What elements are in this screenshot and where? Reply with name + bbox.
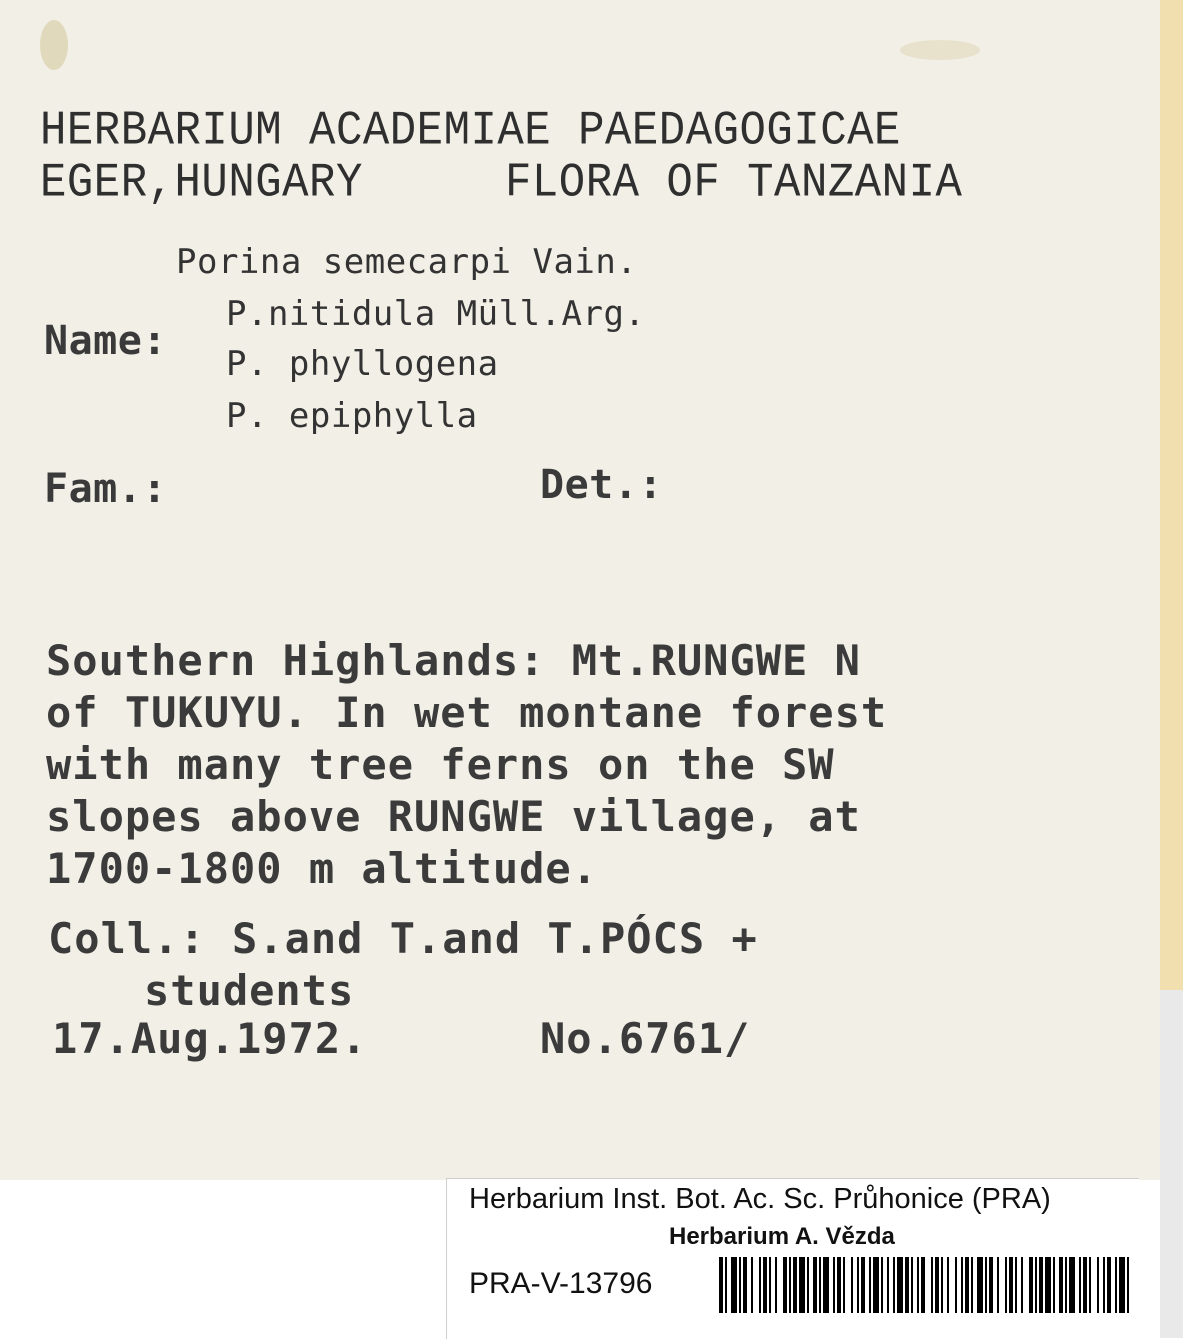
header-line-1: HERBARIUM ACADEMIAE PAEDAGOGICAE — [40, 104, 901, 159]
backing-sheet-edge — [1160, 0, 1183, 990]
barcode-gap — [1129, 1257, 1133, 1313]
header-line-2-right: FLORA OF TANZANIA — [505, 156, 963, 211]
collector-line: Coll.: S.and T.and T.PÓCS + — [48, 914, 758, 963]
taxon-name-1: Porina semecarpi Vain. — [176, 242, 638, 282]
locality-line-4: slopes above RUNGWE village, at — [46, 792, 861, 841]
collection-number: No.6761/ — [540, 1014, 751, 1063]
name-label: Name: — [44, 318, 167, 364]
collector-line-2: students — [144, 966, 355, 1015]
determiner-label: Det.: — [540, 462, 663, 508]
collection-date: 17.Aug.1972. — [52, 1014, 368, 1063]
stamp-institution: Herbarium Inst. Bot. Ac. Sc. Průhonice (PRA) — [469, 1183, 1051, 1215]
header-line-2-left: EGER,HUNGARY — [40, 156, 363, 211]
locality-line-5: 1700-1800 m altitude. — [46, 844, 599, 893]
family-label: Fam.: — [44, 466, 167, 512]
locality-line-3: with many tree ferns on the SW — [46, 740, 835, 789]
backing-sheet-edge-lower — [1160, 990, 1183, 1338]
herbarium-stamp — [446, 1178, 1139, 1339]
locality-line-1: Southern Highlands: Mt.RUNGWE N — [46, 636, 861, 685]
taxon-name-3: P. phyllogena — [226, 344, 499, 384]
stamp-collection: Herbarium A. Vězda — [669, 1223, 895, 1250]
taxon-name-2: P.nitidula Müll.Arg. — [226, 294, 646, 334]
barcode — [719, 1257, 1133, 1313]
locality-line-2: of TUKUYU. In wet montane forest — [46, 688, 888, 737]
paper-stain — [40, 20, 68, 70]
specimen-id: PRA-V-13796 — [469, 1267, 653, 1300]
taxon-name-4: P. epiphylla — [226, 396, 478, 436]
paper-stain — [900, 40, 980, 60]
